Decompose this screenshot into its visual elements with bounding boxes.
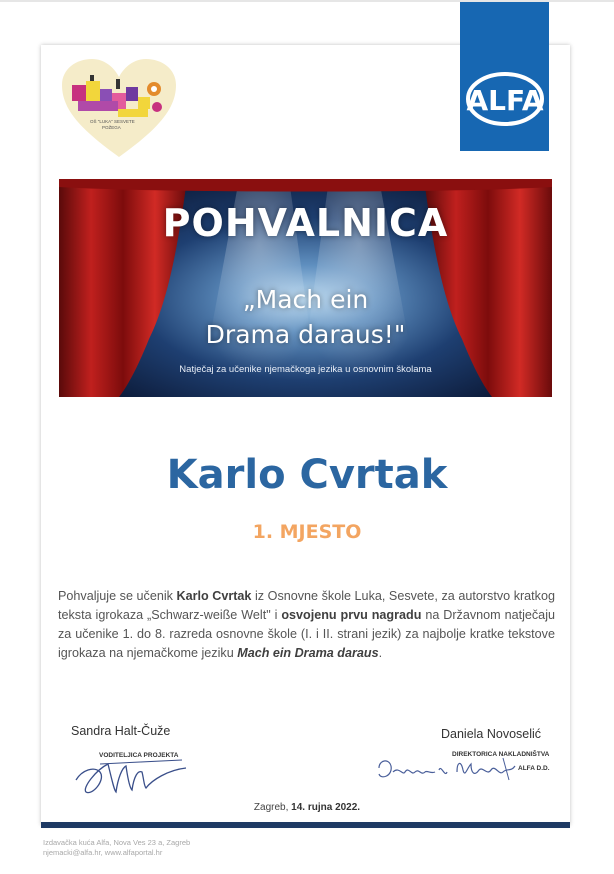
right-signatory-company: ALFA D.D. [518, 765, 550, 772]
school-logo-caption: OŠ "LUKA" SESVETE [90, 119, 135, 124]
alfa-logo-block [460, 2, 549, 151]
banner-subtitle [59, 282, 552, 352]
footer-bar [41, 822, 570, 828]
left-signatory-name: Sandra Halt-Čuže [71, 724, 171, 738]
footer-contact [43, 838, 190, 858]
recipient-name: Karlo Cvrtak [166, 452, 448, 498]
alfa-logo [466, 72, 544, 126]
banner-subtitle-line2: Drama daraus!" [205, 320, 406, 349]
banner-title: POHVALNICA [162, 201, 449, 245]
certificate-body-text: Pohvaljuje se učenik Karlo Cvrtak iz Osnovne škole Luka, Sesvete, za autorstvo kratkog teksta igrokaza „Schwarz-weiße Welt" i osvojenu prvu nagradu na Državnom natječaju za učenike 1. do 8. razreda osnovne škole (I. i II. strani jezik) za najbolje kratke tekstove igrokaza na njemačkome jeziku Mach ein Drama daraus. [58, 589, 555, 660]
footer-email-web: njemacki@alfa.hr, www.alfaportal.hr [43, 848, 163, 857]
right-signatory-name: Daniela Novoselić [441, 727, 542, 741]
banner-tagline: Natječaj za učenike njemačkoga jezika u osnovnim školama [179, 364, 432, 375]
svg-text:ALFA: ALFA [466, 84, 544, 117]
theatre-banner [59, 179, 552, 397]
footer-address: Izdavačka kuća Alfa, Nova Ves 23 a, Zagreb [43, 838, 191, 847]
body-award: osvojenu prvu nagradu [281, 608, 422, 622]
left-signatory-role: VODITELJICA PROJEKTA [99, 752, 179, 759]
right-signatory-role: DIREKTORICA NAKLADNIŠTVA [452, 751, 550, 758]
award-place: 1. MJESTO [252, 521, 362, 543]
banner-subtitle-line1: „Mach ein [242, 285, 369, 314]
certificate-page [41, 45, 570, 825]
body-recipient-name: Karlo Cvrtak [176, 589, 252, 603]
body-contest-title: Mach ein Drama daraus [237, 646, 379, 660]
school-heart-logo [60, 57, 178, 159]
issue-date: Zagreb, 14. rujna 2022. [253, 802, 361, 813]
svg-text:POŽEGA: POŽEGA [102, 125, 121, 130]
